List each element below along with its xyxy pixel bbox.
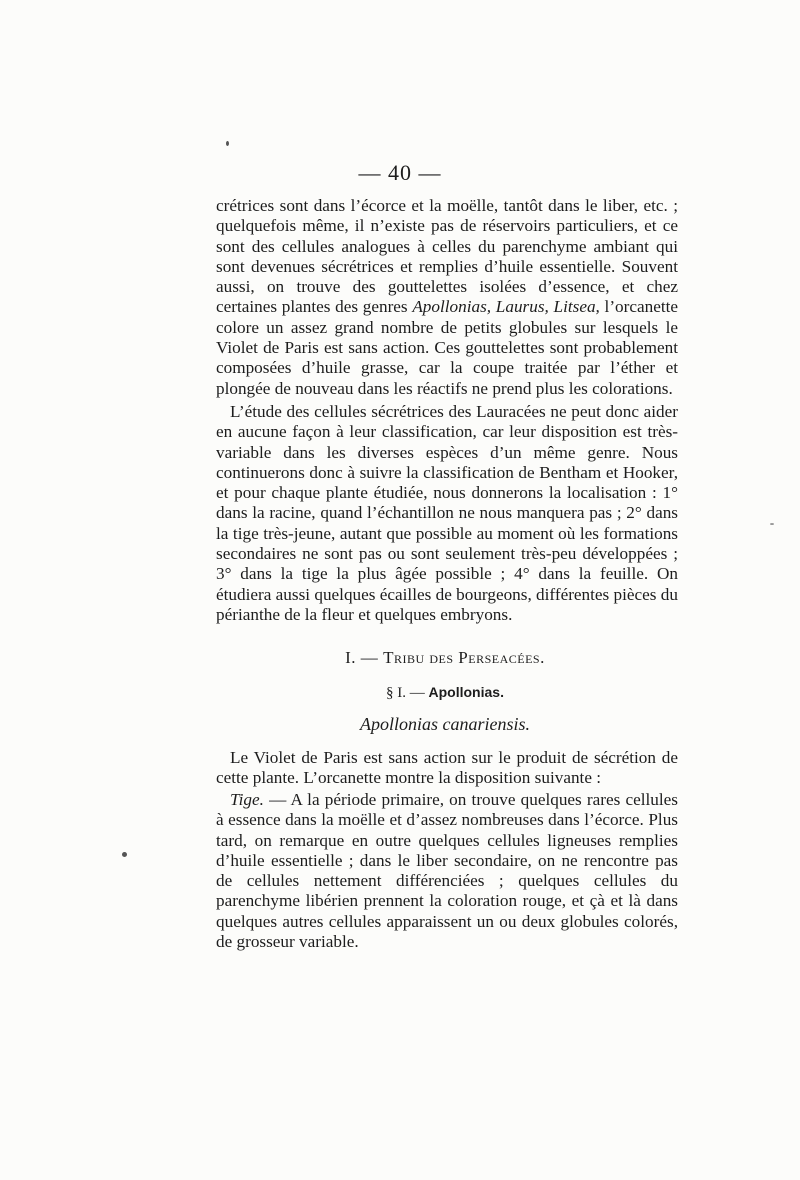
tribe-heading bbox=[0, 648, 800, 668]
tige-label: Tige. bbox=[230, 790, 264, 809]
scan-speck bbox=[770, 523, 774, 525]
section-name: Apollonias. bbox=[428, 684, 504, 700]
paragraph-classification bbox=[216, 402, 678, 625]
species-heading: Apollonias canariensis. bbox=[360, 714, 530, 734]
paragraph-tige bbox=[216, 790, 678, 952]
paragraph-text: Le Violet de Paris est sans action sur le produit de sécrétion de cette plante. L’orcanette montre la disposition suivante : bbox=[216, 748, 678, 788]
genus-apollonias: Apollonias, bbox=[412, 297, 492, 317]
paragraph-continuation bbox=[216, 196, 678, 399]
paragraph-text: L’étude des cellules sécrétrices des Lauracées ne peut donc aider en aucune façon à leur classification, car leur disposition est très-variable dans les diverses espèces d’un même genre. Nous continuerons donc à suivre la classification de Bentham et Hooker, et pour chaque plante étudiée, nous donnerons la localisation : 1° dans la racine, quand l’échantillon ne nous manquera pas ; 2° dans la tige très-jeune, autant que possible au moment où les formations secondaires ne sont pas ou sont seulement très-peu développées ; 3° dans la tige la plus âgée possible ; 4° dans la feuille. On étudiera aussi quelques écailles de bourgeons, différentes pièces du périanthe de la fleur et quelques embryons. bbox=[216, 402, 678, 624]
paragraph-text: crétrices sont dans l’écorce et la moëlle, tantôt dans le liber, etc. ; quelquefois même, il n’existe pas de réservoirs particuliers, et ce sont des cellules analogues à celles du parenchyme ambiant qui sont devenues sécrétrices et remplies d’huile essentielle. Souvent aussi, on trouve des gouttelettes isolées d’essence, et chez certaines plantes des genres bbox=[216, 196, 678, 317]
tribe-name: Tribu des Perseacées. bbox=[383, 648, 545, 667]
genus-laurus: Laurus, bbox=[495, 297, 549, 317]
section-heading bbox=[0, 684, 800, 702]
page-number: — 40 — bbox=[358, 160, 442, 185]
paragraph-text-rest: l’orcanette colore un assez grand nombre de petits globules sur lesquels le Violet de Paris est sans action. Ces gouttelettes sont probablement composées d’huile grasse, car la coupe traitée par l’éther et plongée de nouveau dans les réactifs ne prend plus les colorations. bbox=[216, 297, 679, 398]
tribe-number: I. — bbox=[345, 648, 379, 667]
paragraph-text: — A la période primaire, on trouve quelques rares cellules à essence dans la moëlle et d’assez nombreuses dans l’écorce. Plus tard, on remarque en outre quelques cellules ligneuses remplies d’huile essentielle ; dans le liber secondaire, on ne rencontre pas de cellules nettement différenciées ; quelques cellules du parenchyme libérien prennent la coloration rouge, et çà et là dans quelques autres cellules apparaissent un ou deux globules colorés, de grosseur variable. bbox=[216, 790, 678, 952]
section-prefix: § I. — bbox=[386, 685, 425, 701]
paragraph-violet bbox=[216, 748, 678, 789]
scan-speck bbox=[226, 141, 229, 146]
scan-speck bbox=[122, 852, 127, 857]
genus-litsea: Litsea, bbox=[553, 297, 600, 317]
